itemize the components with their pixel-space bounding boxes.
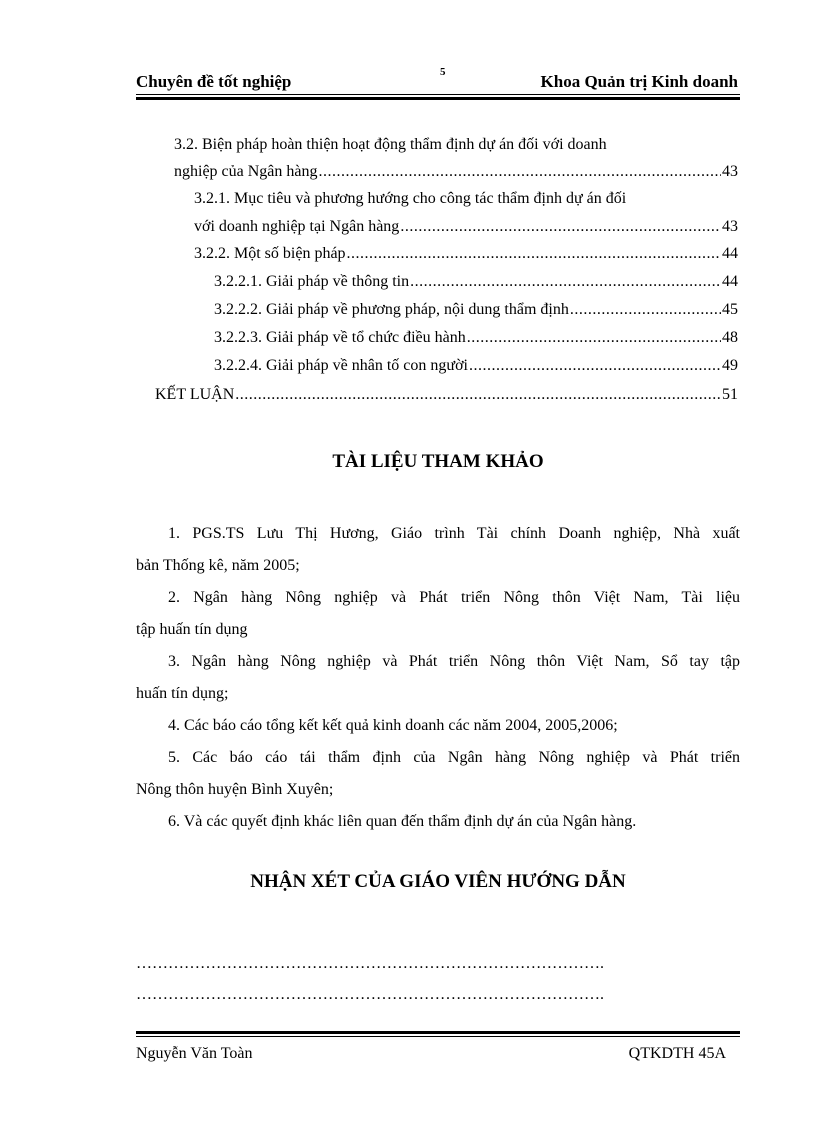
review-dotted-line: …………………………………………………………………………….: [136, 986, 604, 1003]
toc-item-3-2-1[interactable]: [194, 216, 738, 238]
header-right-title: Khoa Quản trị Kinh doanh: [540, 72, 738, 91]
toc-item-label: 3.2.2.1. Giải pháp về thông tin: [214, 273, 410, 290]
reference-item-1: [136, 518, 740, 582]
toc-item-label: với doanh nghiệp tại Ngân hàng: [194, 218, 400, 235]
footer-class-code: QTKDTH 45A: [628, 1045, 726, 1062]
toc-leader-dots: [319, 161, 721, 183]
header-rule-thin: [136, 94, 740, 95]
toc-leader-dots: [467, 327, 721, 349]
toc-page-number: 49: [722, 357, 738, 374]
reference-item-6: 6. Và các quyết định khác liên quan đến thẩm định dự án của Ngân hàng.: [168, 813, 637, 830]
toc-page-number: 51: [722, 386, 738, 403]
toc-leader-dots: [410, 271, 721, 293]
reference-text: 1. PGS.TS Lưu Thị Hương, Giáo trình Tài chính Doanh nghiệp, Nhà xuất: [168, 525, 740, 542]
toc-item-3-2-2-3[interactable]: [214, 327, 738, 349]
reference-text-cont: Nông thôn huyện Bình Xuyên;: [136, 781, 334, 798]
toc-leader-dots: [347, 243, 721, 265]
toc-leader-dots: [235, 384, 721, 406]
reference-text-cont: bản Thống kê, năm 2005;: [136, 557, 300, 574]
toc-item-3-2-2[interactable]: [194, 243, 738, 265]
toc-leader-dots: [400, 216, 721, 238]
reference-text-cont: huấn tín dụng;: [136, 685, 229, 702]
references-title: TÀI LIỆU THAM KHẢO: [332, 451, 544, 472]
toc-item-3-2-2-1[interactable]: [214, 271, 738, 293]
toc-item-3-2-line1: 3.2. Biện pháp hoàn thiện hoạt động thẩm định dự án đối với doanh: [174, 136, 607, 153]
header-left-title: Chuyên đề tốt nghiệp: [136, 72, 292, 91]
reference-text: 5. Các báo cáo tái thẩm định của Ngân hàng Nông nghiệp và Phát triển: [168, 749, 740, 766]
reference-text: 3. Ngân hàng Nông nghiệp và Phát triển Nông thôn Việt Nam, Sổ tay tập: [168, 653, 740, 670]
toc-item-3-2-2-2[interactable]: [214, 299, 738, 321]
page-number-mark: 5: [440, 66, 446, 78]
toc-item-label: 3.2.2.3. Giải pháp về tổ chức điều hành: [214, 329, 466, 346]
review-dotted-line: …………………………………………………………………………….: [136, 955, 604, 972]
footer-rule-thin: [136, 1036, 740, 1037]
review-title: NHẬN XÉT CỦA GIÁO VIÊN HƯỚNG DẪN: [250, 871, 626, 892]
reference-text: 2. Ngân hàng Nông nghiệp và Phát triển Nông thôn Việt Nam, Tài liệu: [168, 589, 740, 606]
toc-page-number: 44: [722, 273, 738, 290]
toc-page-number: 43: [722, 218, 738, 235]
toc-item-3-2-1-line1: 3.2.1. Mục tiêu và phương hướng cho công tác thẩm định dự án đối: [194, 190, 627, 207]
toc-leader-dots: [570, 299, 721, 321]
toc-leader-dots: [469, 355, 721, 377]
toc-item-label: 3.2.2.2. Giải pháp về phương pháp, nội dung thẩm định: [214, 301, 569, 318]
header-rule-thick: [136, 97, 740, 100]
toc-item-ket-luan[interactable]: [155, 384, 738, 406]
toc-item-3-2-2-4[interactable]: [214, 355, 738, 377]
reference-text-cont: tập huấn tín dụng: [136, 621, 248, 638]
toc-item-label: 3.2.2.4. Giải pháp về nhân tố con người: [214, 357, 468, 374]
reference-item-4: 4. Các báo cáo tổng kết kết quả kinh doanh các năm 2004, 2005,2006;: [168, 717, 618, 734]
toc-page-number: 44: [722, 245, 738, 262]
toc-item-3-2[interactable]: [174, 161, 738, 183]
reference-item-3: [136, 646, 740, 710]
toc-item-label: 3.2.2. Một số biện pháp: [194, 245, 346, 262]
toc-page-number: 45: [722, 301, 738, 318]
toc-item-label: KẾT LUẬN: [155, 386, 235, 403]
reference-item-2: [136, 582, 740, 646]
toc-page-number: 43: [722, 163, 738, 180]
toc-page-number: 48: [722, 329, 738, 346]
reference-item-5: [136, 742, 740, 806]
toc-item-label: nghiệp của Ngân hàng: [174, 163, 318, 180]
footer-author: Nguyễn Văn Toàn: [136, 1045, 253, 1062]
footer-rule-thick: [136, 1031, 740, 1034]
